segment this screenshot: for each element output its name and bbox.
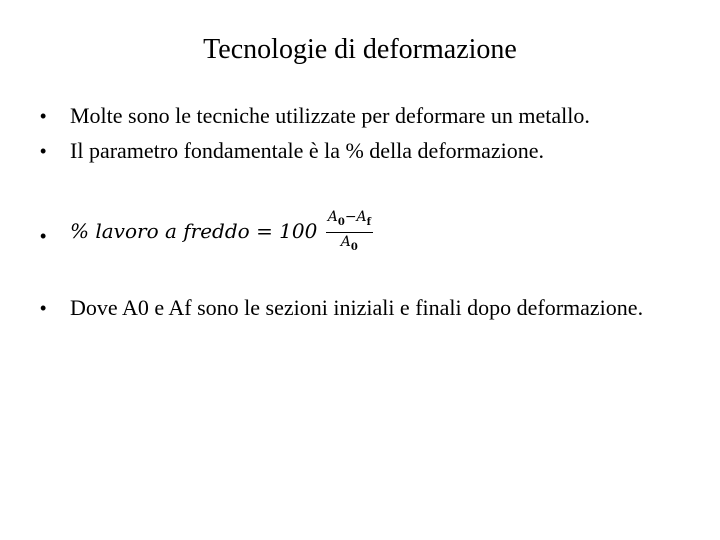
bullet-marker: • <box>40 141 47 161</box>
bullet-text: Dove A0 e Af sono le sezioni iniziali e finali dopo deformazione. <box>70 295 644 320</box>
bullet-marker: • <box>40 226 47 246</box>
formula-fraction <box>326 208 373 257</box>
formula-denominator: $A_0$ <box>340 233 358 253</box>
bullet-marker: • <box>40 298 47 318</box>
bullet-text: Molte sono le tecniche utilizzate per deformare un metallo. <box>70 103 590 128</box>
bullet-item-formula <box>40 209 690 258</box>
slide-title: Tecnologie di deformazione <box>203 34 517 65</box>
bullet-marker: • <box>40 106 47 126</box>
formula-lhs: % lavoro a freddo = 100 <box>70 218 318 243</box>
bullet-text: Il parametro fondamentale è la % della deformazione. <box>70 138 544 163</box>
formula-numerator: $A_0-A_f$ <box>327 209 371 228</box>
cold-work-formula <box>70 208 373 258</box>
